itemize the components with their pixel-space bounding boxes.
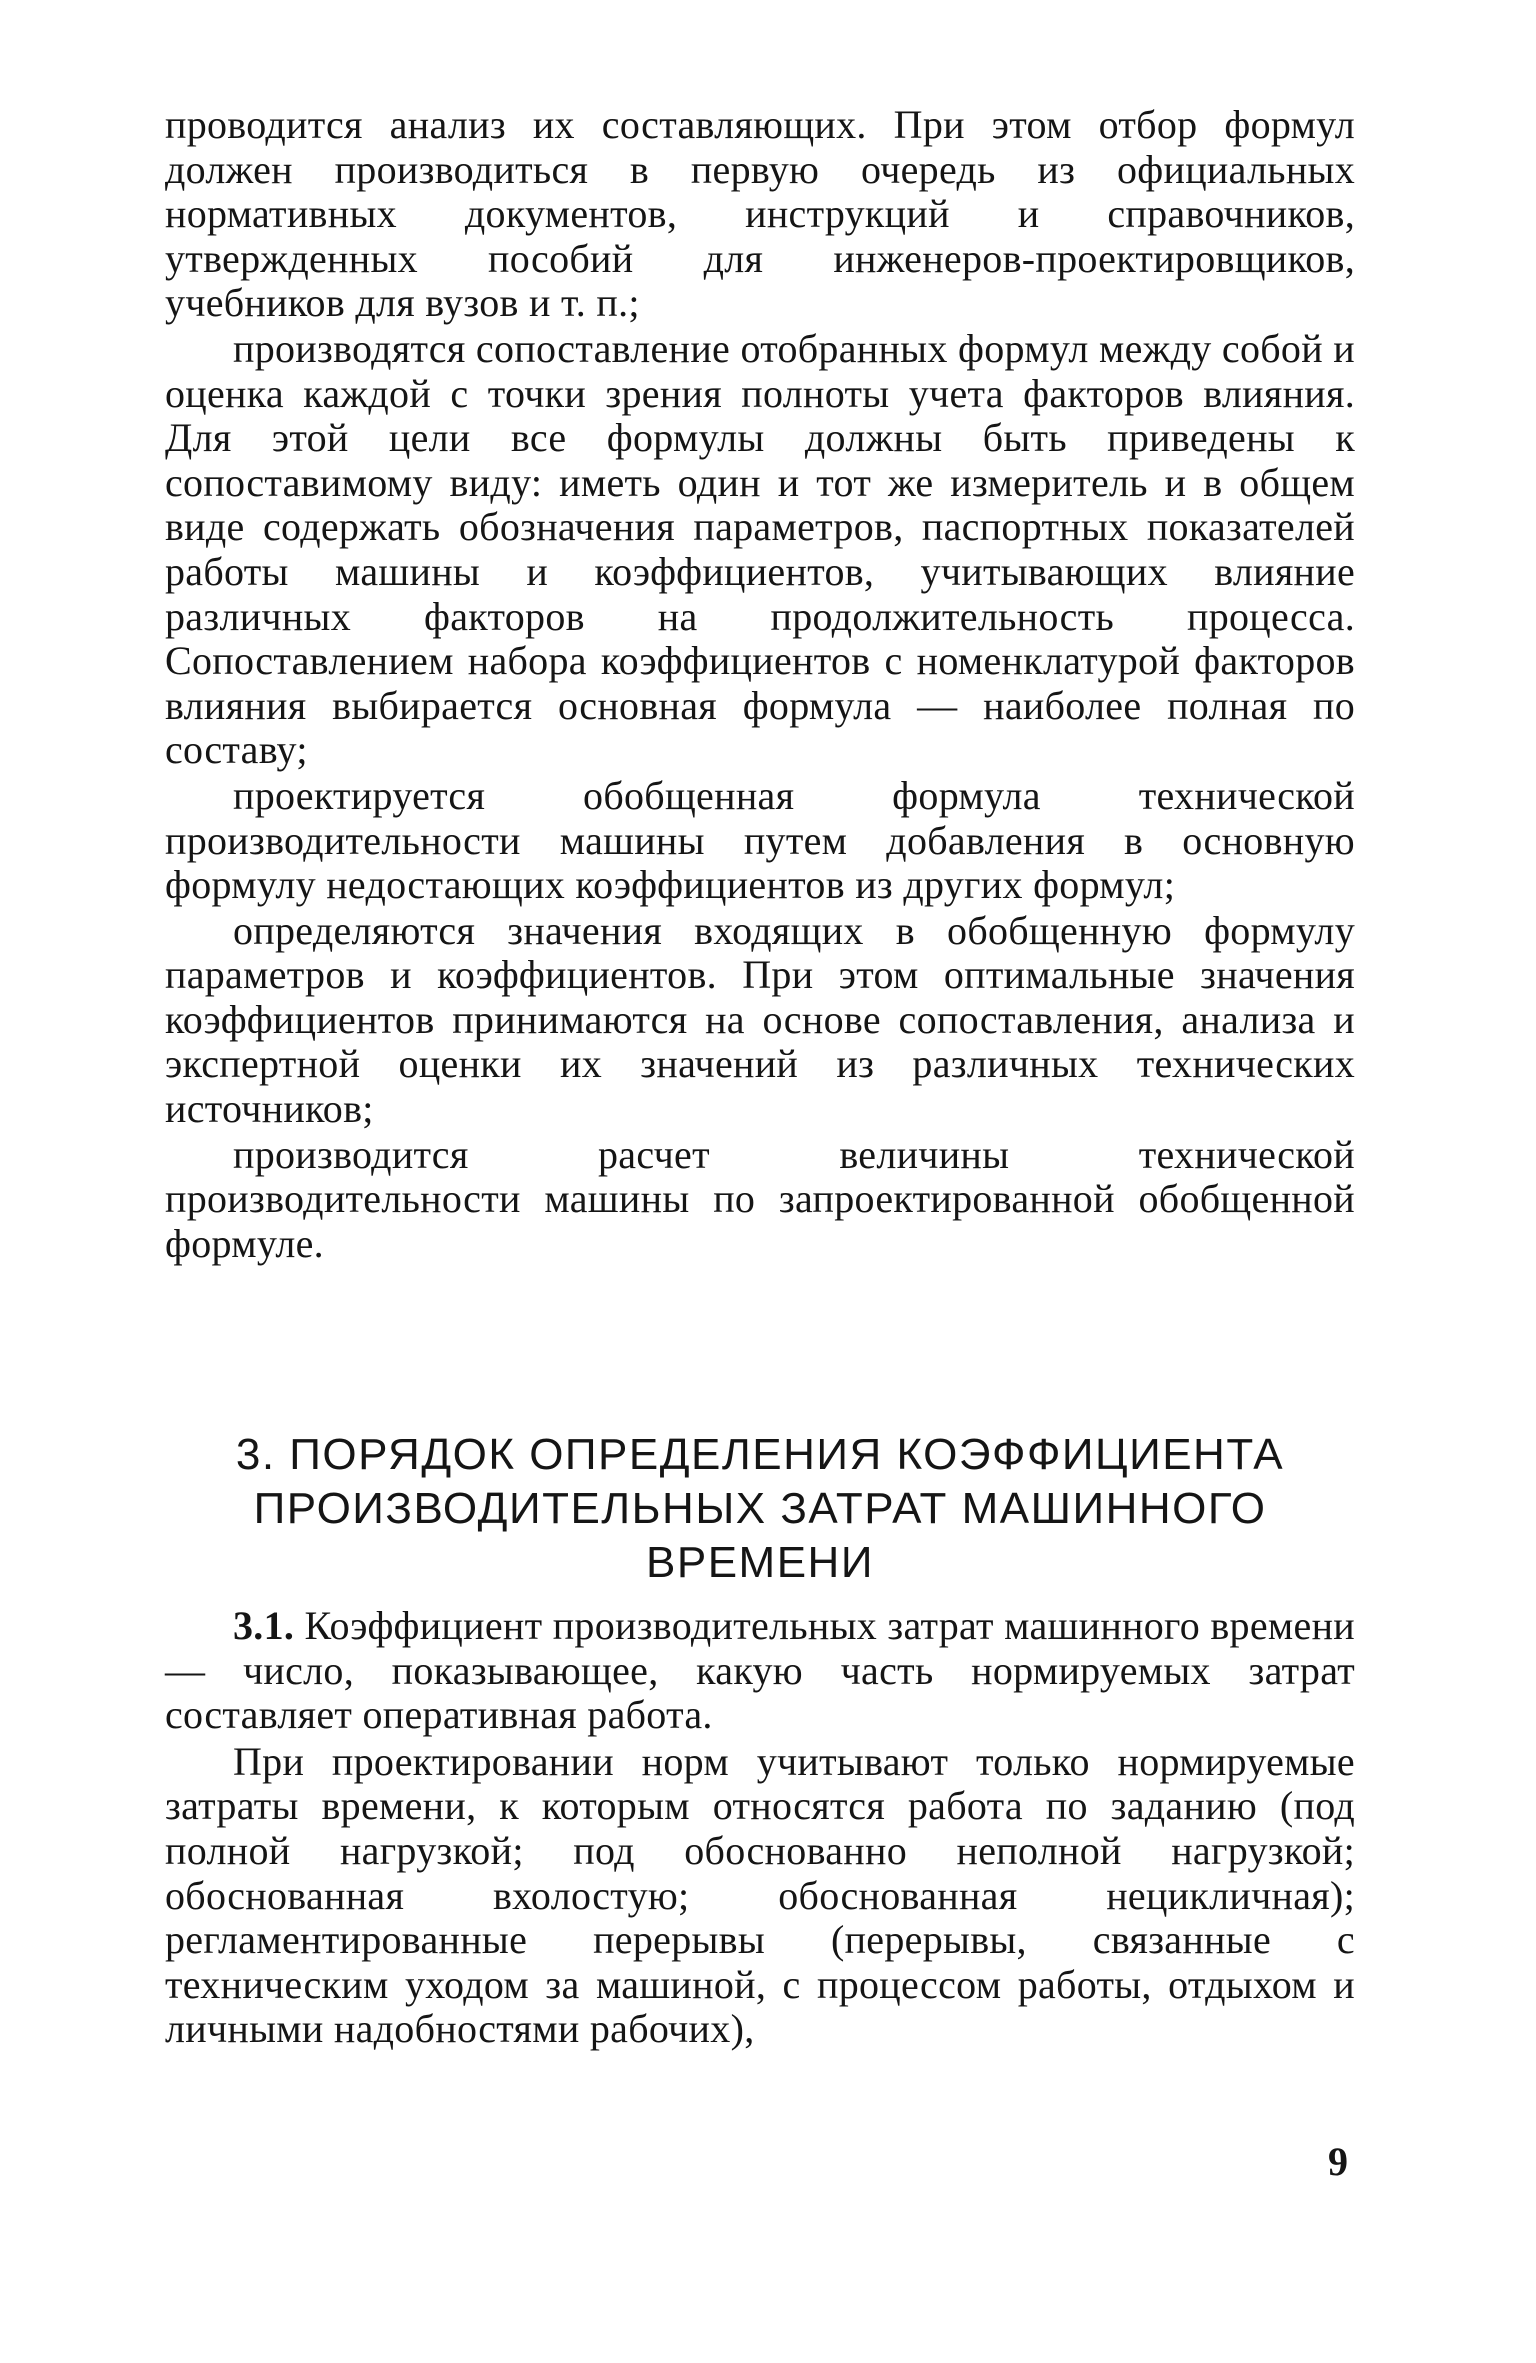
section-heading-line-3: ВРЕМЕНИ	[646, 1538, 874, 1587]
clause-text: Коэффициент производительных затрат машинного времени — число, показывающее, какую часть нормируемых затрат составляет оперативная работа.	[165, 1603, 1355, 1738]
paragraph-calculation: производится расчет величины технической производительности машины по запроектированной обобщенной формуле.	[165, 1131, 1355, 1266]
top-text-block	[165, 103, 1355, 1267]
clause-number: 3.1.	[233, 1603, 295, 1648]
paragraph-continuation: проводится анализ их составляющих. При этом отбор формул должен производиться в первую очередь из официальных нормативных документов, инструкций и справочников, утвержденных пособий для инженеров-проектировщиков, учебников для вузов и т. п.;	[165, 102, 1355, 326]
page-number: 9	[1328, 2139, 1348, 2184]
clause-3-1	[165, 1604, 1355, 1738]
paragraph-design-formula: проектируется обобщенная формула технической производительности машины путем добавления в основную формулу недостающих коэффициентов из других формул;	[165, 772, 1355, 908]
paragraph-comparison: производятся сопоставление отобранных формул между собой и оценка каждой с точки зрения полноты учета факторов влияния. Для этой цели все формулы должны быть приведены к сопоставимому виду: иметь один и тот же измеритель и в общем виде содержать обозначения параметров, паспортных показателей работы машины и коэффициентов, учитывающих влияние различных факторов на продолжительность процесса. Сопоставлением набора коэффициентов с номенклатурой факторов влияния выбирается основная формула — наиболее полная по составу;	[165, 325, 1355, 773]
section-heading-line-1: 3. ПОРЯДОК ОПРЕДЕЛЕНИЯ КОЭФФИЦИЕНТА	[235, 1430, 1285, 1479]
bottom-text-block	[165, 1604, 1355, 2053]
paragraph-normed-costs: При проектировании норм учитывают только нормируемые затраты времени, к которым относятся работа по заданию (под полной нагрузкой; под обоснованно неполной нагрузкой; обоснованная вхолостую; обоснованная нецикличная); регламентированные перерывы (перерывы, связанные с техническим уходом за машиной, с процессом работы, отдыхом и личными надобностями рабочих),	[165, 1738, 1355, 2052]
paragraph-coefficient-values: определяются значения входящих в обобщенную формулу параметров и коэффициентов. При этом оптимальные значения коэффициентов принимаются на основе сопоставления, анализа и экспертной оценки их значений из различных технических источников;	[165, 907, 1355, 1132]
section-heading	[165, 1428, 1355, 1590]
section-heading-line-2: ПРОИЗВОДИТЕЛЬНЫХ ЗАТРАТ МАШИННОГО	[253, 1484, 1267, 1533]
